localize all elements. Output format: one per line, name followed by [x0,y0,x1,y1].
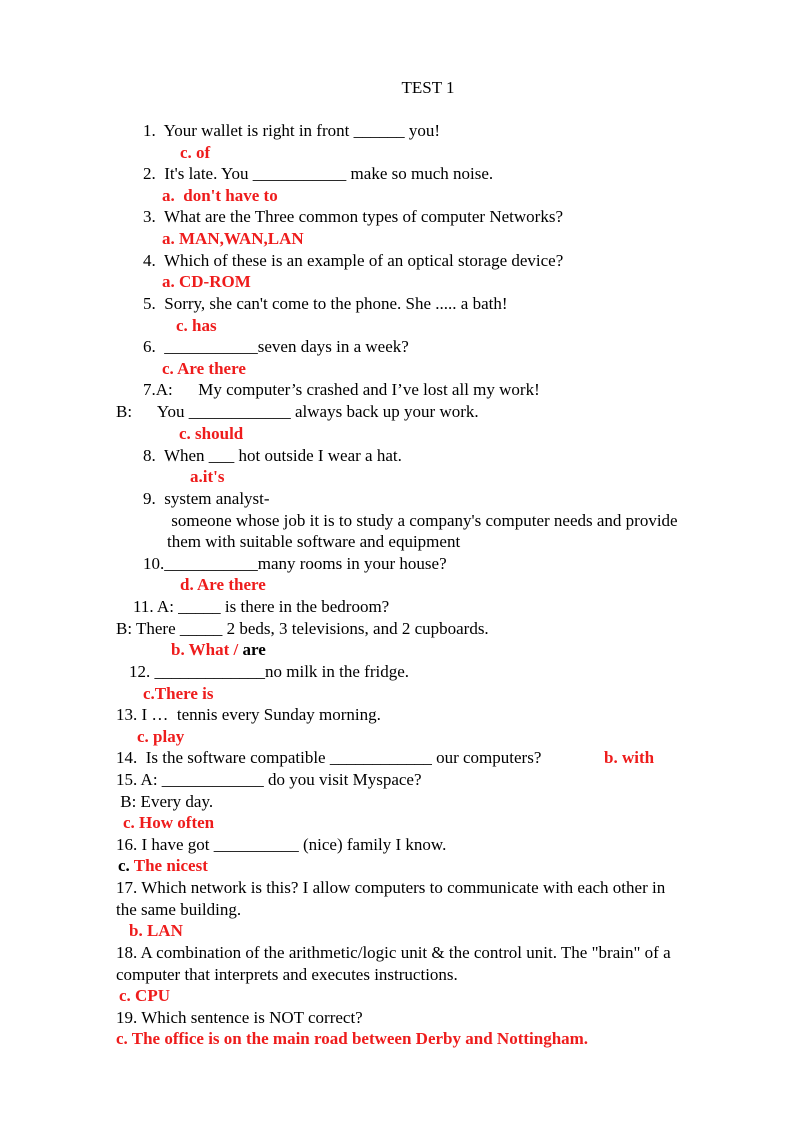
question-14: 14. Is the software compatible ____________ our computers? [116,748,542,767]
question-19: 19. Which sentence is NOT correct? [116,1008,363,1027]
answer-7: c. should [179,424,244,443]
question-17-b: the same building. [116,900,242,919]
answer-13: c. play [137,727,185,746]
answer-5: c. has [176,316,217,335]
question-6: 6. ___________seven days in a week? [143,337,409,356]
question-7-a: 7.A: My computer’s crashed and I’ve lost all my work! [143,380,540,399]
answer-6: c. Are there [162,359,246,378]
question-7-b: B: You ____________ always back up your work. [116,402,479,421]
answer-17: b. LAN [129,921,183,940]
question-12: 12. _____________no milk in the fridge. [129,662,410,681]
question-8: 8. When ___ hot outside I wear a hat. [143,446,402,465]
answer-18: c. CPU [119,986,170,1005]
question-9-c: them with suitable software and equipment [167,532,461,551]
question-4: 4. Which of these is an example of an optical storage device? [143,251,564,270]
answer-16 [118,856,208,876]
answer-4: a. CD-ROM [162,272,251,291]
answer-19: c. The office is on the main road between Derby and Nottingham. [116,1029,589,1048]
question-3: 3. What are the Three common types of computer Networks? [143,207,563,226]
answer-11-red: b. What / [171,640,243,659]
question-15-b: B: Every day. [116,792,214,811]
question-13: 13. I … tennis every Sunday morning. [116,705,381,724]
answer-3: a. MAN,WAN,LAN [162,229,304,248]
answer-16-text: The nicest [133,856,208,875]
answer-8: a.it's [190,467,225,486]
answer-10: d. Are there [180,575,266,594]
answer-14: b. with [604,748,655,767]
question-5: 5. Sorry, she can't come to the phone. She ..... a bath! [143,294,508,313]
question-18-a: 18. A combination of the arithmetic/logic unit & the control unit. The "brain" of a [116,943,671,962]
question-15-a: 15. A: ____________ do you visit Myspace? [116,770,422,789]
answer-11 [171,640,266,660]
question-17-a: 17. Which network is this? I allow computers to communicate with each other in [116,878,666,897]
question-2: 2. It's late. You ___________ make so much noise. [143,164,494,183]
answer-2: a. don't have to [162,186,278,205]
page-title: TEST 1 [401,78,455,97]
answer-16-letter: c. [118,856,134,875]
question-11-a: 11. A: _____ is there in the bedroom? [133,597,390,616]
answer-1: c. of [180,143,211,162]
answer-12: c.There is [143,684,214,703]
question-1: 1. Your wallet is right in front ______ you! [143,121,441,140]
answer-15: c. How often [123,813,215,832]
question-9-b: someone whose job it is to study a company's computer needs and provide [167,511,678,530]
question-11-b: B: There _____ 2 beds, 3 televisions, and 2 cupboards. [116,619,489,638]
question-18-b: computer that interprets and executes instructions. [116,965,458,984]
answer-11-black: are [242,640,266,659]
question-16: 16. I have got __________ (nice) family I know. [116,835,447,854]
question-10: 10.___________many rooms in your house? [143,554,447,573]
question-9-a: 9. system analyst- [143,489,270,508]
